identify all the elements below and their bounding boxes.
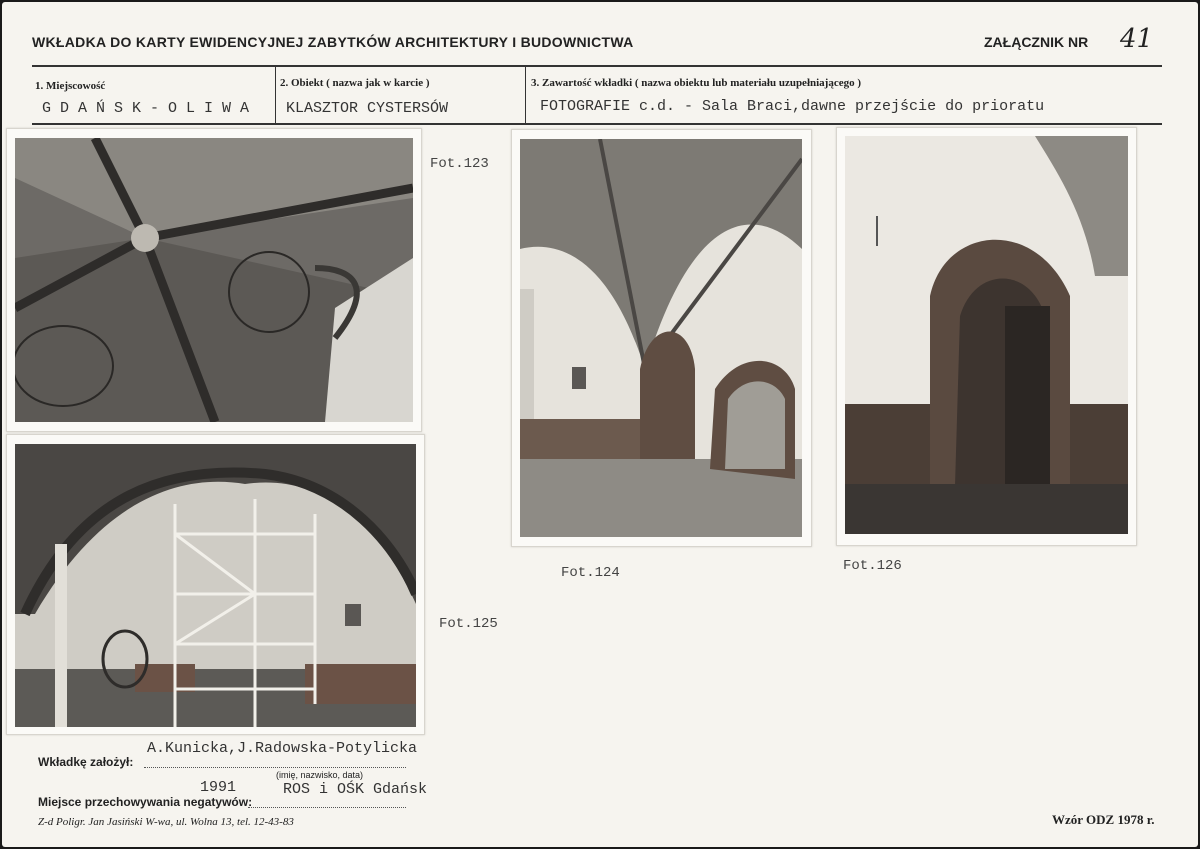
content-label: 3. Zawartość wkładki ( nazwa obiektu lub materiału uzupełniającego ): [531, 77, 862, 89]
caption-125: Fot.125: [439, 616, 498, 632]
form-version: Wzór ODZ 1978 r.: [1052, 812, 1155, 827]
photo-125: [6, 434, 425, 735]
founded-label: Wkładkę założył:: [38, 755, 134, 769]
storage-dotted-line: [248, 807, 406, 808]
header-rule: [32, 65, 1162, 67]
object-label: 2. Obiekt ( nazwa jak w karcie ): [280, 77, 430, 89]
document-sheet: [2, 2, 1198, 847]
annex-label: ZAŁĄCZNIK NR: [984, 34, 1089, 50]
storage-label: Miejsce przechowywania negatywów:: [38, 795, 253, 809]
object-value: KLASZTOR CYSTERSÓW: [286, 100, 449, 117]
caption-123: Fot.123: [430, 156, 489, 172]
founded-dotted-line: [144, 767, 406, 768]
vault-ceiling-image: [15, 138, 413, 422]
fields-rule: [32, 123, 1162, 125]
founded-value: A.Kunicka,J.Radowska-Potylicka: [147, 740, 418, 757]
locality-value: GDAŃSK-OLIWA: [42, 100, 259, 117]
locality-label: 1. Miejscowość: [35, 80, 106, 92]
hall-arches-image: [520, 139, 802, 537]
caption-124: Fot.124: [561, 565, 620, 581]
hall-scaffolding-image: [15, 444, 416, 727]
field-divider: [525, 67, 526, 123]
caption-126: Fot.126: [843, 558, 902, 574]
content-value: FOTOGRAFIE c.d. - Sala Braci,dawne przejście do prioratu: [540, 98, 1045, 115]
photo-123: [6, 128, 422, 432]
annex-number: 41: [1120, 24, 1154, 54]
founded-hint: (imię, nazwisko, data): [276, 770, 364, 780]
field-divider: [275, 67, 276, 123]
photo-126: [836, 127, 1137, 546]
document-title: WKŁADKA DO KARTY EWIDENCYJNEJ ZABYTKÓW ARCHITEKTURY I BUDOWNICTWA: [32, 34, 634, 50]
photo-124: [511, 129, 812, 547]
brick-passage-image: [845, 136, 1128, 534]
year-value: 1991: [200, 779, 237, 796]
storage-value: ROS i OŚK Gdańsk: [283, 781, 428, 798]
printer-note: Z-d Poligr. Jan Jasiński W-wa, ul. Wolna 13, tel. 12-43-83: [38, 816, 294, 828]
